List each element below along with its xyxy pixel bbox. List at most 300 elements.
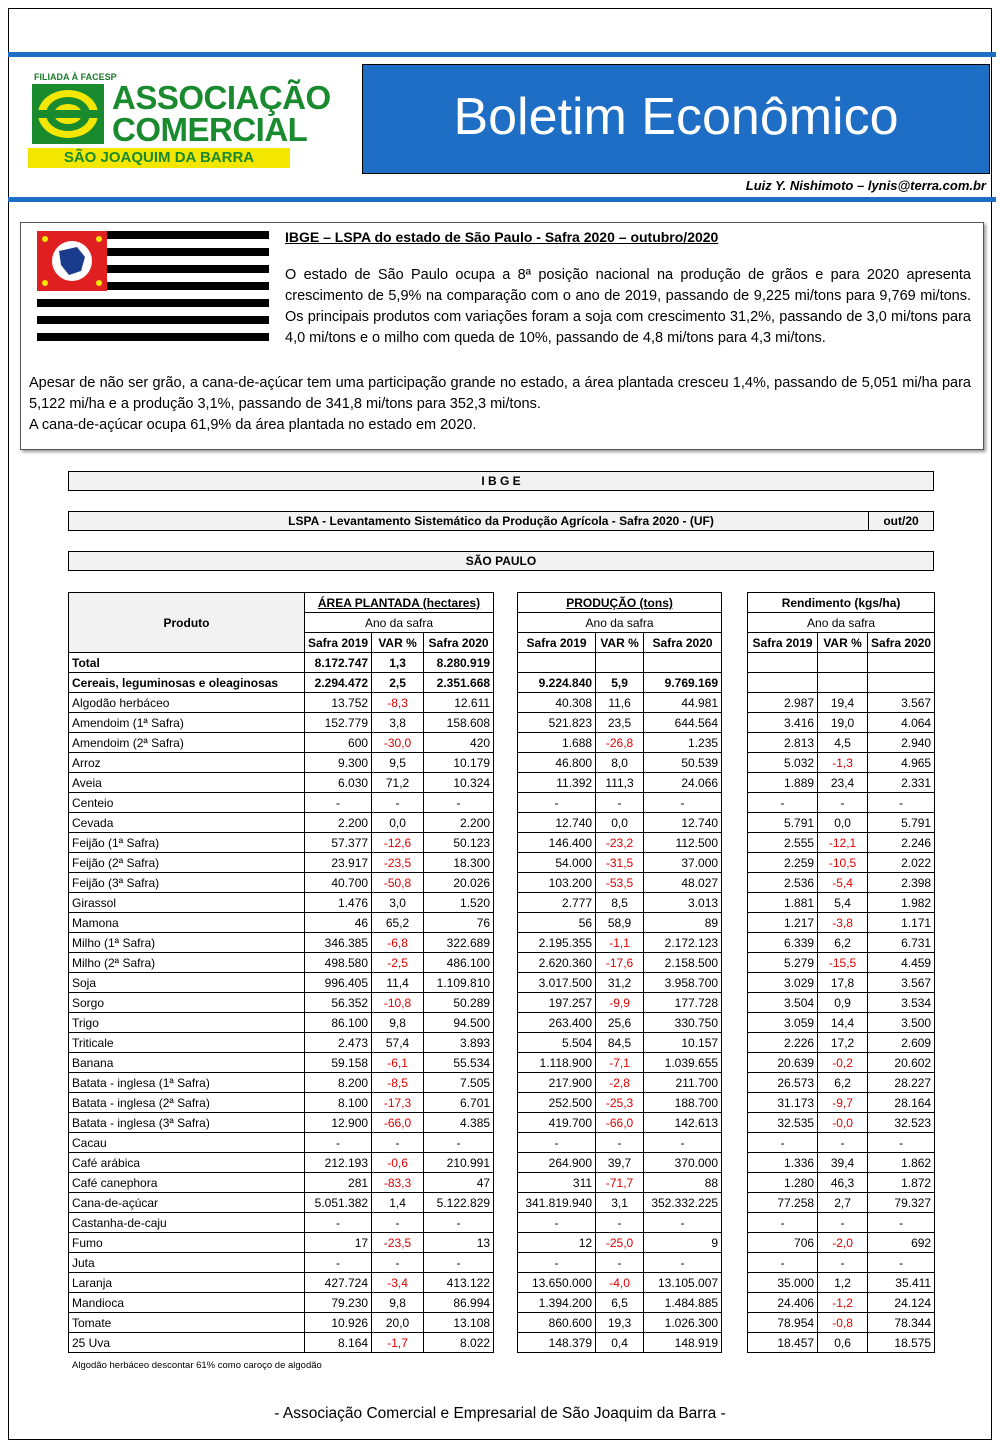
production-2020-cell: 24.066: [644, 773, 722, 793]
yield-2020-cell: 1.862: [868, 1153, 935, 1173]
area-2020-cell: 13.108: [424, 1313, 494, 1333]
article-paragraph-1: O estado de São Paulo ocupa a 8ª posição nacional na produção de grãos e para 2020 apresenta crescimento de 5,9% na comparação com o ano de 2019, passando de 9,225 mi/tons para 9,769 mi/tons. Os principais produtos com variações foram a soja com crescimento 31,2%, passando de 3,0 mi/tons para 4,0 mi/tons e o milho com queda de 10%, passando de 4,8 mi/tons para 4,3 mi/tons.: [285, 267, 971, 346]
area-2019-cell: 12.900: [305, 1113, 372, 1133]
yield-2019-cell: [748, 653, 818, 673]
col-area-var: VAR %: [372, 633, 424, 653]
area-var-cell: -23,5: [372, 1233, 424, 1253]
product-name: Amendoim (1ª Safra): [69, 713, 305, 733]
yield-2019-cell: 32.535: [748, 1113, 818, 1133]
area-2020-cell: 2.351.668: [424, 673, 494, 693]
table-row: [69, 1013, 935, 1033]
area-2020-cell: 10.179: [424, 753, 494, 773]
product-header: Produto: [69, 593, 305, 653]
yield-2020-cell: -: [868, 1253, 935, 1273]
table-row: [69, 1133, 935, 1153]
production-var-cell: -25,3: [596, 1093, 644, 1113]
yield-var-cell: 17,2: [818, 1033, 868, 1053]
area-var-cell: 1,4: [372, 1193, 424, 1213]
yield-2020-cell: 5.791: [868, 813, 935, 833]
area-2020-cell: 10.324: [424, 773, 494, 793]
production-var-cell: -: [596, 793, 644, 813]
yield-2019-cell: 77.258: [748, 1193, 818, 1213]
area-var-cell: 11,4: [372, 973, 424, 993]
production-var-cell: 6,5: [596, 1293, 644, 1313]
area-2019-cell: 1.476: [305, 893, 372, 913]
yield-2020-cell: 20.602: [868, 1053, 935, 1073]
area-var-cell: 71,2: [372, 773, 424, 793]
table-row: [69, 1153, 935, 1173]
production-var-cell: 8,5: [596, 893, 644, 913]
area-2019-cell: 212.193: [305, 1153, 372, 1173]
product-name: Batata - inglesa (1ª Safra): [69, 1073, 305, 1093]
yield-var-cell: -: [818, 793, 868, 813]
area-var-cell: -: [372, 1213, 424, 1233]
area-var-cell: 2,5: [372, 673, 424, 693]
product-name: Triticale: [69, 1033, 305, 1053]
yield-2020-cell: 4.459: [868, 953, 935, 973]
production-2019-cell: 146.400: [518, 833, 596, 853]
yield-2019-cell: 5.279: [748, 953, 818, 973]
area-2019-cell: 13.752: [305, 693, 372, 713]
col-yield-var: VAR %: [818, 633, 868, 653]
production-2020-cell: [644, 653, 722, 673]
production-var-cell: -9,9: [596, 993, 644, 1013]
production-2020-cell: 188.700: [644, 1093, 722, 1113]
yield-2020-cell: -: [868, 793, 935, 813]
area-2020-cell: 3.893: [424, 1033, 494, 1053]
table-row: [69, 1293, 935, 1313]
product-name: Mamona: [69, 913, 305, 933]
production-var-cell: 25,6: [596, 1013, 644, 1033]
yield-2019-cell: -: [748, 1213, 818, 1233]
area-2019-cell: -: [305, 1213, 372, 1233]
yield-2020-cell: 24.124: [868, 1293, 935, 1313]
area-var-cell: -0,6: [372, 1153, 424, 1173]
yield-2019-cell: 2.259: [748, 853, 818, 873]
yield-2020-cell: 3.567: [868, 973, 935, 993]
table-row: [69, 773, 935, 793]
production-2020-cell: 9: [644, 1233, 722, 1253]
table-row: [69, 693, 935, 713]
area-var-cell: 1,3: [372, 653, 424, 673]
area-2019-cell: 86.100: [305, 1013, 372, 1033]
yield-2019-cell: 2.987: [748, 693, 818, 713]
area-2020-cell: -: [424, 1133, 494, 1153]
area-2020-cell: 76: [424, 913, 494, 933]
area-var-cell: -17,3: [372, 1093, 424, 1113]
table-row: [69, 1033, 935, 1053]
area-var-cell: 0,0: [372, 813, 424, 833]
area-2019-cell: 40.700: [305, 873, 372, 893]
production-2019-cell: -: [518, 793, 596, 813]
yield-var-cell: [818, 653, 868, 673]
area-var-cell: -50,8: [372, 873, 424, 893]
production-var-cell: 19,3: [596, 1313, 644, 1333]
yield-var-cell: -: [818, 1133, 868, 1153]
production-var-cell: 39,7: [596, 1153, 644, 1173]
production-2019-cell: 148.379: [518, 1333, 596, 1353]
product-name: Cana-de-açúcar: [69, 1193, 305, 1213]
yield-var-cell: -10,5: [818, 853, 868, 873]
production-var-cell: 23,5: [596, 713, 644, 733]
area-2019-cell: 17: [305, 1233, 372, 1253]
col-prod-2019: Safra 2019: [518, 633, 596, 653]
yield-var-cell: 1,2: [818, 1273, 868, 1293]
area-2020-cell: 5.122.829: [424, 1193, 494, 1213]
area-var-cell: -8,5: [372, 1073, 424, 1093]
production-2020-cell: 89: [644, 913, 722, 933]
production-var-cell: -4,0: [596, 1273, 644, 1293]
area-2019-cell: 23.917: [305, 853, 372, 873]
area-2019-cell: 5.051.382: [305, 1193, 372, 1213]
production-var-cell: -7,1: [596, 1053, 644, 1073]
yield-var-cell: 19,0: [818, 713, 868, 733]
production-2019-cell: 197.257: [518, 993, 596, 1013]
yield-2019-cell: 1.217: [748, 913, 818, 933]
production-var-cell: [596, 653, 644, 673]
area-var-cell: 20,0: [372, 1313, 424, 1333]
production-2019-cell: 217.900: [518, 1073, 596, 1093]
area-2020-cell: 7.505: [424, 1073, 494, 1093]
production-2020-cell: 148.919: [644, 1333, 722, 1353]
article-box: [20, 222, 984, 450]
production-2020-cell: 37.000: [644, 853, 722, 873]
production-2019-cell: 419.700: [518, 1113, 596, 1133]
production-2019-cell: 311: [518, 1173, 596, 1193]
table-row: [69, 1233, 935, 1253]
production-var-cell: 111,3: [596, 773, 644, 793]
yield-var-cell: -: [818, 1253, 868, 1273]
yield-2019-cell: 3.416: [748, 713, 818, 733]
yield-var-cell: -12,1: [818, 833, 868, 853]
production-2020-cell: 88: [644, 1173, 722, 1193]
table-row: [69, 1213, 935, 1233]
table-row: [69, 1093, 935, 1113]
yield-2020-cell: 1.982: [868, 893, 935, 913]
area-2020-cell: 8.280.919: [424, 653, 494, 673]
area-var-cell: -2,5: [372, 953, 424, 973]
table-row: [69, 1053, 935, 1073]
product-name: Total: [69, 653, 305, 673]
yield-2020-cell: [868, 673, 935, 693]
production-2020-cell: 370.000: [644, 1153, 722, 1173]
product-name: Algodão herbáceo: [69, 693, 305, 713]
table-row: [69, 853, 935, 873]
area-2019-cell: 56.352: [305, 993, 372, 1013]
yield-var-cell: -15,5: [818, 953, 868, 973]
production-var-cell: -25,0: [596, 1233, 644, 1253]
yield-2019-cell: 1.881: [748, 893, 818, 913]
area-2019-cell: 152.779: [305, 713, 372, 733]
yield-2019-cell: 706: [748, 1233, 818, 1253]
production-2020-cell: 9.769.169: [644, 673, 722, 693]
yield-var-cell: 23,4: [818, 773, 868, 793]
yield-2019-cell: 78.954: [748, 1313, 818, 1333]
area-2020-cell: -: [424, 1253, 494, 1273]
yield-2020-cell: 2.940: [868, 733, 935, 753]
yield-2020-cell: 4.064: [868, 713, 935, 733]
table-row: [69, 1173, 935, 1193]
production-2019-cell: 252.500: [518, 1093, 596, 1113]
article-title: IBGE – LSPA do estado de São Paulo - Safra 2020 – outubro/2020: [285, 229, 719, 245]
yield-2019-cell: 26.573: [748, 1073, 818, 1093]
area-2019-cell: -: [305, 1253, 372, 1273]
article-paragraph-3: A cana-de-açúcar ocupa 61,9% da área plantada no estado em 2020.: [29, 417, 477, 433]
production-2020-cell: 13.105.007: [644, 1273, 722, 1293]
area-2020-cell: 8.022: [424, 1333, 494, 1353]
yield-2020-cell: 2.609: [868, 1033, 935, 1053]
table-row: [69, 813, 935, 833]
yield-2020-cell: 28.164: [868, 1093, 935, 1113]
production-var-cell: -2,8: [596, 1073, 644, 1093]
area-var-cell: -10,8: [372, 993, 424, 1013]
production-var-cell: 84,5: [596, 1033, 644, 1053]
yield-var-cell: 39,4: [818, 1153, 868, 1173]
area-2019-cell: 996.405: [305, 973, 372, 993]
table-row: [69, 1253, 935, 1273]
production-2020-cell: 10.157: [644, 1033, 722, 1053]
area-var-cell: -: [372, 1253, 424, 1273]
area-2019-cell: -: [305, 793, 372, 813]
product-name: Juta: [69, 1253, 305, 1273]
yield-var-cell: 2,7: [818, 1193, 868, 1213]
yield-2020-cell: 3.567: [868, 693, 935, 713]
yield-var-cell: -0,8: [818, 1313, 868, 1333]
yield-2019-cell: 18.457: [748, 1333, 818, 1353]
production-2020-cell: 142.613: [644, 1113, 722, 1133]
yield-year-label: Ano da safra: [748, 613, 935, 633]
yield-header: Rendimento (kgs/ha): [748, 593, 935, 613]
table-row: [69, 793, 935, 813]
yield-var-cell: -0,0: [818, 1113, 868, 1133]
area-2020-cell: 55.534: [424, 1053, 494, 1073]
production-var-cell: 5,9: [596, 673, 644, 693]
yield-2019-cell: 3.029: [748, 973, 818, 993]
production-2019-cell: -: [518, 1213, 596, 1233]
product-name: Banana: [69, 1053, 305, 1073]
yield-2020-cell: 2.246: [868, 833, 935, 853]
production-var-cell: 0,0: [596, 813, 644, 833]
header-bottom-bar: [8, 197, 996, 202]
production-2020-cell: 112.500: [644, 833, 722, 853]
yield-2019-cell: 1.889: [748, 773, 818, 793]
area-2020-cell: 86.994: [424, 1293, 494, 1313]
yield-2020-cell: 6.731: [868, 933, 935, 953]
yield-2019-cell: 2.555: [748, 833, 818, 853]
yield-2019-cell: 1.280: [748, 1173, 818, 1193]
lspa-title: LSPA - Levantamento Sistemático da Produção Agrícola - Safra 2020 - (UF): [288, 514, 714, 528]
production-var-cell: -: [596, 1213, 644, 1233]
yield-var-cell: -5,4: [818, 873, 868, 893]
production-2019-cell: 12.740: [518, 813, 596, 833]
product-name: Tomate: [69, 1313, 305, 1333]
production-2020-cell: 2.172.123: [644, 933, 722, 953]
product-name: Cacau: [69, 1133, 305, 1153]
area-2019-cell: 6.030: [305, 773, 372, 793]
area-2020-cell: 1.520: [424, 893, 494, 913]
production-2020-cell: -: [644, 1133, 722, 1153]
yield-2020-cell: -: [868, 1213, 935, 1233]
product-name: Sorgo: [69, 993, 305, 1013]
area-2020-cell: 12.611: [424, 693, 494, 713]
production-var-cell: -: [596, 1133, 644, 1153]
area-2019-cell: 8.200: [305, 1073, 372, 1093]
state-bar: SÃO PAULO: [68, 551, 934, 571]
production-2019-cell: 12: [518, 1233, 596, 1253]
product-name: Laranja: [69, 1273, 305, 1293]
product-name: Feijão (1ª Safra): [69, 833, 305, 853]
area-2019-cell: 59.158: [305, 1053, 372, 1073]
table-row: [69, 873, 935, 893]
yield-var-cell: [818, 673, 868, 693]
area-var-cell: 9,8: [372, 1013, 424, 1033]
production-2020-cell: 330.750: [644, 1013, 722, 1033]
logo-line-2: COMERCIAL: [112, 111, 308, 148]
area-var-cell: -1,7: [372, 1333, 424, 1353]
col-prod-var: VAR %: [596, 633, 644, 653]
area-var-cell: -6,1: [372, 1053, 424, 1073]
yield-2020-cell: 2.331: [868, 773, 935, 793]
yield-2019-cell: 6.339: [748, 933, 818, 953]
yield-2020-cell: 79.327: [868, 1193, 935, 1213]
area-2019-cell: 8.164: [305, 1333, 372, 1353]
product-name: Soja: [69, 973, 305, 993]
production-var-cell: -66,0: [596, 1113, 644, 1133]
table-row: [69, 673, 935, 693]
yield-2020-cell: 3.534: [868, 993, 935, 1013]
yield-2020-cell: 1.171: [868, 913, 935, 933]
area-2020-cell: 210.991: [424, 1153, 494, 1173]
area-2020-cell: -: [424, 793, 494, 813]
area-2020-cell: 4.385: [424, 1113, 494, 1133]
yield-2020-cell: 2.398: [868, 873, 935, 893]
production-2020-cell: 644.564: [644, 713, 722, 733]
production-var-cell: 0,4: [596, 1333, 644, 1353]
table-row: [69, 1073, 935, 1093]
production-2020-cell: 3.013: [644, 893, 722, 913]
yield-var-cell: -1,2: [818, 1293, 868, 1313]
production-2019-cell: 40.308: [518, 693, 596, 713]
area-2020-cell: 322.689: [424, 933, 494, 953]
area-var-cell: -83,3: [372, 1173, 424, 1193]
area-var-cell: -66,0: [372, 1113, 424, 1133]
yield-var-cell: 14,4: [818, 1013, 868, 1033]
production-2020-cell: 2.158.500: [644, 953, 722, 973]
yield-var-cell: 6,2: [818, 933, 868, 953]
yield-2020-cell: 32.523: [868, 1113, 935, 1133]
area-2019-cell: 10.926: [305, 1313, 372, 1333]
production-2019-cell: 521.823: [518, 713, 596, 733]
production-var-cell: -17,6: [596, 953, 644, 973]
table-row: [69, 1333, 935, 1353]
top-accent-bar: [8, 52, 996, 57]
production-2019-cell: 341.819.940: [518, 1193, 596, 1213]
production-2019-cell: 2.195.355: [518, 933, 596, 953]
yield-2020-cell: 28.227: [868, 1073, 935, 1093]
yield-var-cell: -0,2: [818, 1053, 868, 1073]
product-name: Cereais, leguminosas e oleaginosas: [69, 673, 305, 693]
sao-paulo-flag-icon: [37, 231, 269, 349]
area-var-cell: -3,4: [372, 1273, 424, 1293]
area-2020-cell: 413.122: [424, 1273, 494, 1293]
area-2020-cell: 47: [424, 1173, 494, 1193]
area-var-cell: 3,0: [372, 893, 424, 913]
area-var-cell: 65,2: [372, 913, 424, 933]
area-var-cell: -6,8: [372, 933, 424, 953]
col-yield-2019: Safra 2019: [748, 633, 818, 653]
production-2020-cell: 44.981: [644, 693, 722, 713]
table-row: [69, 733, 935, 753]
logo-mark-icon: [32, 84, 104, 144]
production-2020-cell: 48.027: [644, 873, 722, 893]
yield-2019-cell: 3.504: [748, 993, 818, 1013]
production-2020-cell: 211.700: [644, 1073, 722, 1093]
production-var-cell: 58,9: [596, 913, 644, 933]
production-var-cell: 3,1: [596, 1193, 644, 1213]
production-var-cell: -: [596, 1253, 644, 1273]
product-name: Café arábica: [69, 1153, 305, 1173]
production-2020-cell: 1.484.885: [644, 1293, 722, 1313]
table-row: [69, 1113, 935, 1133]
product-name: Cevada: [69, 813, 305, 833]
area-var-cell: -8,3: [372, 693, 424, 713]
yield-2020-cell: 4.965: [868, 753, 935, 773]
product-name: Aveia: [69, 773, 305, 793]
production-2019-cell: 263.400: [518, 1013, 596, 1033]
production-var-cell: -53,5: [596, 873, 644, 893]
product-name: Feijão (2ª Safra): [69, 853, 305, 873]
area-2019-cell: 79.230: [305, 1293, 372, 1313]
area-var-cell: 9,5: [372, 753, 424, 773]
area-2020-cell: 50.123: [424, 833, 494, 853]
yield-2019-cell: 24.406: [748, 1293, 818, 1313]
table-row: [69, 913, 935, 933]
production-2019-cell: 46.800: [518, 753, 596, 773]
production-2020-cell: 1.235: [644, 733, 722, 753]
yield-2019-cell: 2.226: [748, 1033, 818, 1053]
association-logo: [28, 72, 331, 168]
area-var-cell: 9,8: [372, 1293, 424, 1313]
yield-var-cell: 6,2: [818, 1073, 868, 1093]
production-2019-cell: 103.200: [518, 873, 596, 893]
production-2019-cell: -: [518, 1133, 596, 1153]
production-var-cell: -26,8: [596, 733, 644, 753]
production-2020-cell: -: [644, 1213, 722, 1233]
table-row: [69, 713, 935, 733]
table-row: [69, 893, 935, 913]
yield-2020-cell: [868, 653, 935, 673]
yield-2019-cell: 31.173: [748, 1093, 818, 1113]
area-2019-cell: 9.300: [305, 753, 372, 773]
lspa-bar: [68, 511, 934, 531]
yield-2020-cell: 3.500: [868, 1013, 935, 1033]
area-2019-cell: 498.580: [305, 953, 372, 973]
area-2020-cell: 2.200: [424, 813, 494, 833]
yield-var-cell: -3,8: [818, 913, 868, 933]
yield-var-cell: 5,4: [818, 893, 868, 913]
yield-2020-cell: 35.411: [868, 1273, 935, 1293]
production-var-cell: -71,7: [596, 1173, 644, 1193]
product-name: Girassol: [69, 893, 305, 913]
area-2020-cell: 18.300: [424, 853, 494, 873]
production-var-cell: 31,2: [596, 973, 644, 993]
area-2019-cell: 600: [305, 733, 372, 753]
production-2019-cell: 13.650.000: [518, 1273, 596, 1293]
product-name: Arroz: [69, 753, 305, 773]
col-area-2019: Safra 2019: [305, 633, 372, 653]
production-2019-cell: 264.900: [518, 1153, 596, 1173]
production-2019-cell: 54.000: [518, 853, 596, 873]
